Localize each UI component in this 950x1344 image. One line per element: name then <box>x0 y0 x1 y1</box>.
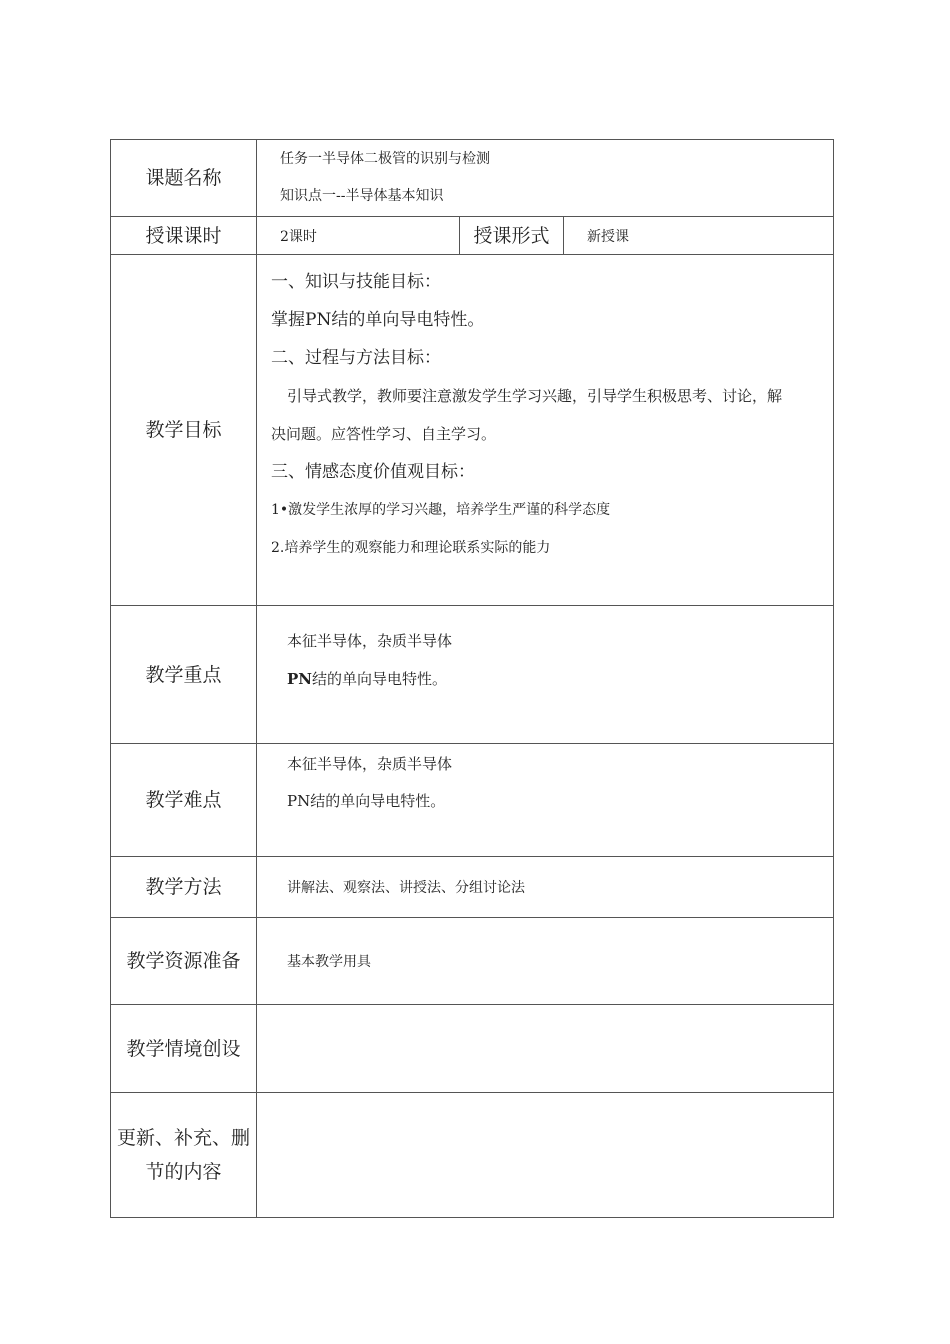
hours-value: 2课时 <box>257 217 460 255</box>
row-topic <box>111 140 834 217</box>
difficulty-1: 本征半导体，杂质半导体 <box>287 755 453 773</box>
difficulties-content <box>257 744 834 857</box>
objective-item-2: 2.培养学生的观察能力和理论联系实际的能力 <box>271 540 551 556</box>
row-resources <box>111 918 834 1005</box>
row-key-points <box>111 606 834 744</box>
topic-value <box>257 140 834 217</box>
row-updates <box>111 1093 834 1218</box>
form-value: 新授课 <box>564 217 834 255</box>
objective-heading-3: 三、情感态度价值观目标： <box>271 462 475 482</box>
key-points-content <box>257 606 834 744</box>
objective-heading-1: 一、知识与技能目标： <box>271 272 441 292</box>
methods-value: 讲解法、观察法、讲授法、分组讨论法 <box>257 857 834 918</box>
row-hours <box>111 217 834 255</box>
key-point-2-rest: 结的单向导电特性。 <box>312 670 448 688</box>
situation-value <box>257 1005 834 1093</box>
updates-label <box>111 1093 257 1218</box>
key-point-1: 本征半导体，杂质半导体 <box>287 632 453 650</box>
row-difficulties <box>111 744 834 857</box>
updates-label-line-1: 更新、补充、删 <box>116 1127 250 1149</box>
key-points-label: 教学重点 <box>111 606 257 744</box>
objective-text-1: 掌握PN结的单向导电特性。 <box>271 310 485 330</box>
key-point-2-bold: PN <box>287 670 312 688</box>
form-label: 授课形式 <box>460 217 564 255</box>
updates-label-line-2: 节的内容 <box>145 1161 222 1183</box>
methods-label: 教学方法 <box>111 857 257 918</box>
objective-item-1: 1•激发学生浓厚的学习兴趣，培养学生严谨的科学态度 <box>271 502 611 518</box>
resources-value: 基本教学用具 <box>257 918 834 1005</box>
topic-line-2: 知识点一--半导体基本知识 <box>280 188 444 204</box>
row-objectives <box>111 255 834 606</box>
objectives-content <box>257 255 834 606</box>
updates-value <box>257 1093 834 1218</box>
objective-text-2b: 决问题。应答性学习、自主学习。 <box>271 425 497 443</box>
difficulties-label: 教学难点 <box>111 744 257 857</box>
row-situation <box>111 1005 834 1093</box>
hours-label: 授课课时 <box>111 217 257 255</box>
topic-label: 课题名称 <box>111 140 257 217</box>
difficulty-2: PN结的单向导电特性。 <box>287 792 446 810</box>
row-methods <box>111 857 834 918</box>
topic-line-1: 任务一半导体二极管的识别与检测 <box>280 151 490 167</box>
key-point-2 <box>287 660 833 698</box>
lesson-plan-table <box>110 139 834 1218</box>
situation-label: 教学情境创设 <box>111 1005 257 1093</box>
resources-label: 教学资源准备 <box>111 918 257 1005</box>
objective-heading-2: 二、过程与方法目标： <box>271 348 441 368</box>
objectives-label: 教学目标 <box>111 255 257 606</box>
objective-text-2a: 引导式教学，教师要注意激发学生学习兴趣，引导学生积极思考、讨论，解 <box>287 387 783 405</box>
